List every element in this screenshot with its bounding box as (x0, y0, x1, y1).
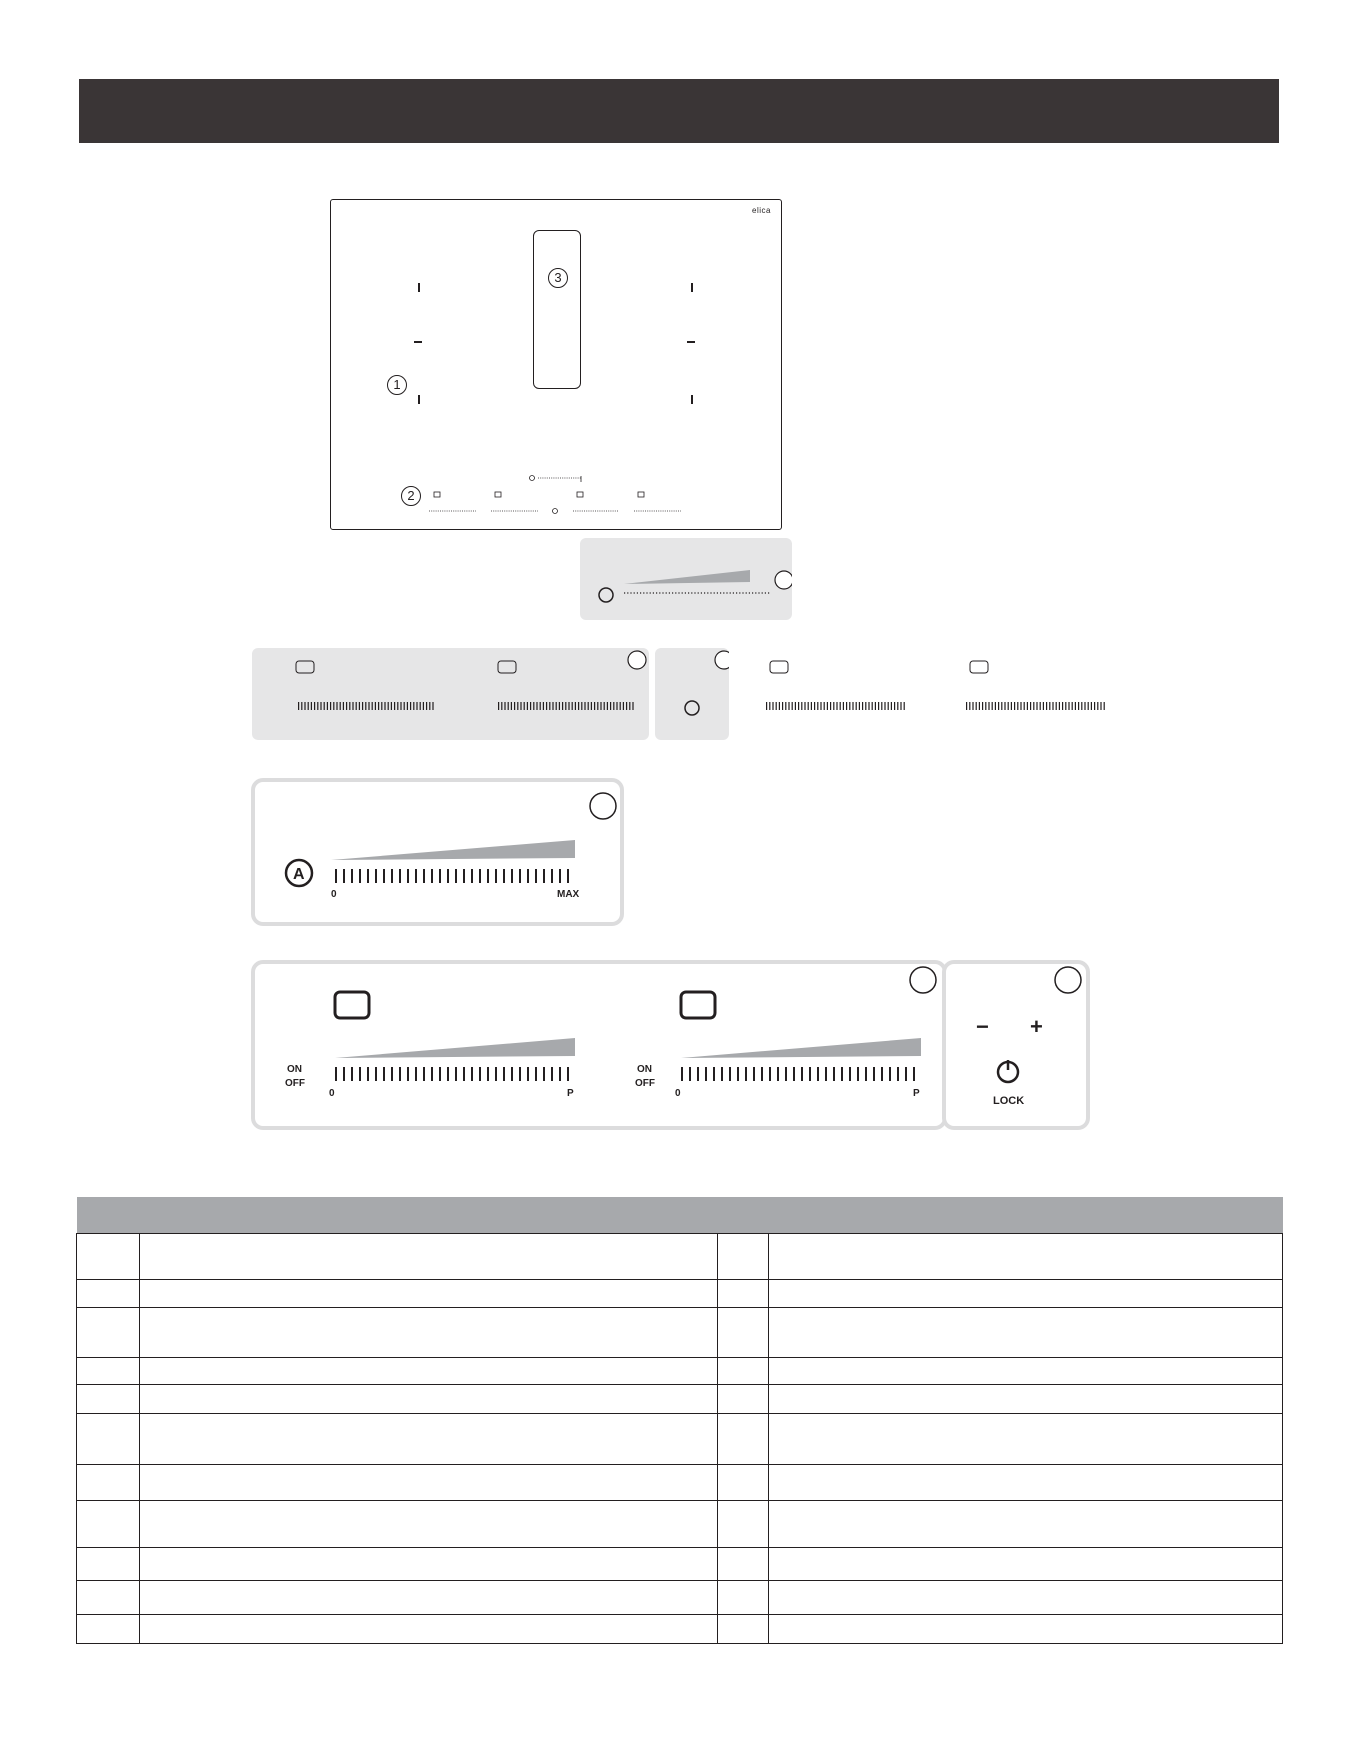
zone-mini-controls-right (736, 648, 1116, 740)
zone-mini-controls (252, 648, 649, 740)
on-label: ON (287, 1064, 302, 1075)
table-row (77, 1234, 1283, 1280)
cooktop-overview (330, 199, 782, 530)
lock-controls (946, 964, 1086, 1126)
page-header-bar (79, 79, 1279, 143)
table-row (77, 1501, 1283, 1548)
table-row (77, 1308, 1283, 1358)
brand-logo: elica (752, 206, 771, 215)
callout-3: 3 (548, 268, 568, 288)
table-row (77, 1465, 1283, 1501)
legend-table (76, 1197, 1283, 1644)
legend-header (77, 1197, 1283, 1234)
zone-control-detail (251, 960, 947, 1130)
scale-zero-label: 0 (331, 889, 337, 900)
scale-zero-label: 0 (329, 1088, 335, 1099)
hood-letter: A (293, 866, 305, 883)
off-label: OFF (285, 1078, 305, 1089)
lock-control-panel-small (655, 648, 729, 740)
hood-mini-bargraph (580, 538, 792, 620)
lock-control-detail (942, 960, 1090, 1130)
table-row (77, 1581, 1283, 1615)
mini-control-strips (331, 200, 781, 529)
on-label: ON (637, 1064, 652, 1075)
hood-bargraph (255, 782, 620, 922)
hood-control-detail (251, 778, 624, 926)
scale-max-label: MAX (557, 889, 580, 900)
off-label: OFF (635, 1078, 655, 1089)
table-row (77, 1358, 1283, 1385)
scale-power-label: P (567, 1088, 574, 1099)
callout-1: 1 (387, 375, 407, 395)
zone-bargraph (255, 964, 943, 1126)
lock-mini-controls (655, 648, 729, 740)
plus-button-glyph: + (1030, 1014, 1043, 1039)
zone-control-panel-small-left (252, 648, 649, 740)
table-row (77, 1615, 1283, 1644)
minus-button-glyph: − (976, 1014, 989, 1039)
table-row (77, 1414, 1283, 1465)
scale-zero-label: 0 (675, 1088, 681, 1099)
table-row (77, 1548, 1283, 1581)
lock-label: LOCK (993, 1095, 1025, 1107)
table-row (77, 1280, 1283, 1308)
scale-power-label: P (913, 1088, 920, 1099)
hood-control-panel-small (580, 538, 792, 620)
table-row (77, 1385, 1283, 1414)
callout-2: 2 (401, 486, 421, 506)
